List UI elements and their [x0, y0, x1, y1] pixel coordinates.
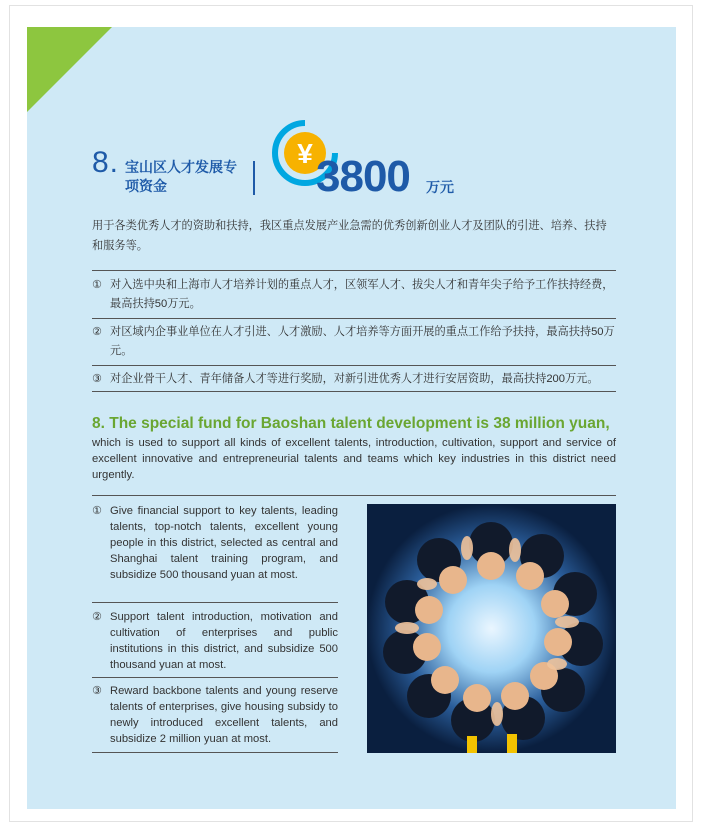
item-text: Give financial support to key talents, leading talents, top-notch talents, excellent young people in this district, selected as central and Shanghai talent training program, and subsidize 500 thousand yuan at most.	[110, 505, 338, 581]
cn-list-item	[92, 276, 616, 314]
item-number: ①	[92, 505, 102, 517]
item-text: 对入选中央和上海市人才培养计划的重点人才，区领军人才、拔尖人才和青年尖子给予工作扶持经费，最高扶持50万元。	[110, 279, 614, 310]
en-section-title: 8. The special fund for Baoshan talent development is 38 million yuan,	[92, 415, 610, 432]
en-list-item	[92, 609, 338, 673]
section-title-cn: 宝山区人才发展专项资金	[125, 159, 237, 194]
item-text: Reward backbone talents and young reserve talents of enterprises, give housing subsidy to newly introduced excellent talents, and subsidize 2 million yuan at most.	[110, 685, 338, 745]
cn-list-item	[92, 323, 616, 361]
item-number: ③	[92, 373, 102, 385]
divider	[92, 391, 616, 392]
en-list-item	[92, 503, 338, 583]
divider	[92, 677, 338, 678]
divider	[92, 602, 338, 603]
item-number: ①	[92, 279, 102, 291]
item-text: Support talent introduction, motivation and cultivation of enterprises and public institutions in this district, and subsidize 500 thousand yuan at most.	[110, 611, 338, 671]
cn-list-item	[92, 370, 616, 389]
divider	[92, 752, 338, 753]
en-intro-paragraph: which is used to support all kinds of excellent talents, introduction, cultivation, support and service of excellent innovative and entrepreneurial talents and teams which key industries in this district need urgently.	[92, 437, 616, 481]
item-text: 对区域内企事业单位在人才引进、人才激励、人才培养等方面开展的重点工作给予扶持，最高扶持50万元。	[110, 326, 615, 357]
item-text: 对企业骨干人才、青年储备人才等进行奖励，对新引进优秀人才进行安居资助，最高扶持200万元。	[110, 373, 599, 385]
divider	[92, 318, 616, 319]
en-list-item	[92, 683, 338, 747]
currency-symbol: ¥	[297, 138, 313, 169]
cn-intro-paragraph: 用于各类优秀人才的资助和扶持，我区重点发展产业急需的优秀创新创业人才及团队的引进、培养、扶持和服务等。	[92, 220, 607, 252]
graduates-circle-photo	[367, 504, 616, 753]
fund-amount-unit: 万元	[426, 179, 454, 195]
corner-triangle	[27, 27, 112, 112]
section-number: 8.	[92, 146, 120, 179]
item-number: ②	[92, 326, 102, 338]
divider	[92, 495, 616, 496]
divider	[92, 270, 616, 271]
divider	[92, 365, 616, 366]
title-divider	[253, 161, 255, 195]
item-number: ②	[92, 611, 102, 623]
fund-amount: 3800	[316, 152, 410, 201]
item-number: ③	[92, 685, 102, 697]
